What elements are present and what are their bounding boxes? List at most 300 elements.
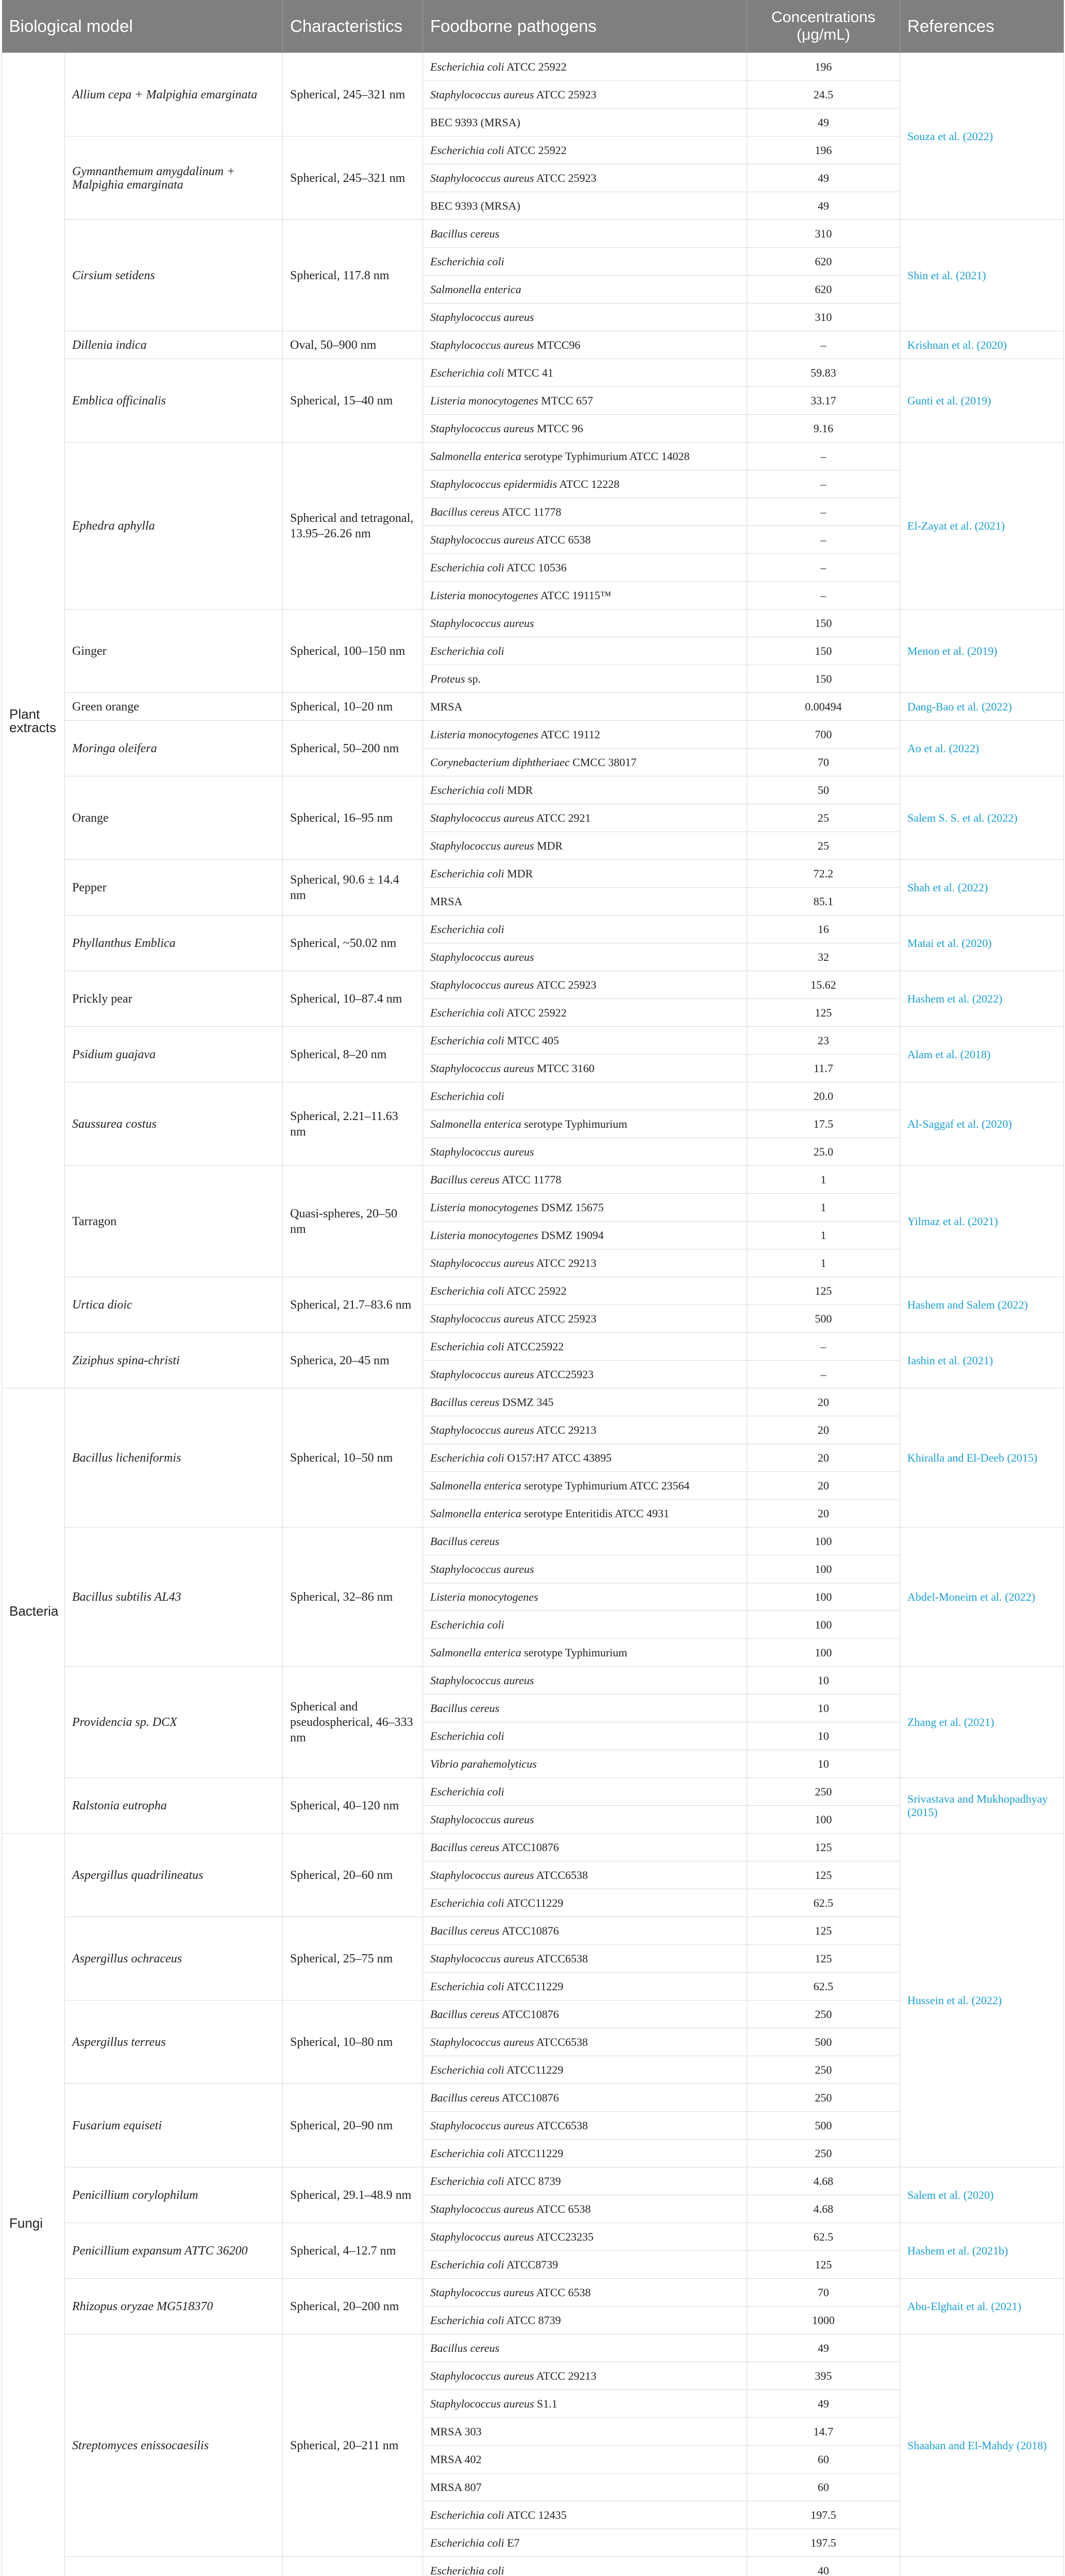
concentration-cell: 620 <box>747 276 900 303</box>
concentration-cell: 59.83 <box>747 359 900 387</box>
pathogen-species: Staphylococcus aureus <box>430 88 534 101</box>
pathogen-cell: Staphylococcus aureus MTCC96 <box>423 331 747 359</box>
concentration-cell: 25 <box>747 804 900 832</box>
characteristics-cell: Spherical, 29.1–48.9 nm <box>283 2167 423 2223</box>
pathogen-species: Escherichia coli <box>430 1451 504 1464</box>
table-row <box>2 1388 1064 1416</box>
table-row <box>2 2334 1064 2362</box>
concentration-cell: 395 <box>747 2362 900 2390</box>
concentration-cell: 16 <box>747 916 900 943</box>
reference-link[interactable]: Salem et al. (2020) <box>900 2167 1064 2223</box>
pathogen-cell: Escherichia coli MTCC 41 <box>423 359 747 387</box>
pathogen-species: Staphylococcus aureus <box>430 2285 534 2299</box>
pathogen-species: Staphylococcus aureus <box>430 1812 534 1826</box>
concentration-cell: 23 <box>747 1027 900 1055</box>
pathogen-species: Staphylococcus aureus <box>430 2230 534 2243</box>
pathogen-species: Staphylococcus aureus <box>430 839 534 852</box>
concentration-cell: 11.7 <box>747 1055 900 1082</box>
reference-link[interactable]: Khiralla and El-Deeb (2015) <box>900 1388 1064 1528</box>
characteristics-cell: Spherical, 50–200 nm <box>283 721 423 776</box>
reference-link[interactable]: Ao et al. (2022) <box>900 721 1064 776</box>
pathogen-cell: Escherichia coli O157:H7 ATCC 43895 <box>423 1444 747 1472</box>
pathogen-species: Salmonella enterica <box>430 1646 521 1659</box>
concentration-cell: 250 <box>747 1778 900 1806</box>
concentration-cell: 100 <box>747 1528 900 1555</box>
pathogen-species: Bacillus cereus <box>430 2007 500 2021</box>
pathogen-cell: Escherichia coli ATCC11229 <box>423 1973 747 2001</box>
table-row <box>2 443 1064 470</box>
pathogen-cell: Escherichia coli ATCC 8739 <box>423 2307 747 2334</box>
pathogen-cell <box>423 1583 747 1611</box>
concentration-cell: 20 <box>747 1388 900 1416</box>
concentration-cell: 100 <box>747 1611 900 1639</box>
pathogen-species: Escherichia coli <box>430 561 504 574</box>
characteristics-cell: Spherical, 10–87.4 nm <box>283 971 423 1027</box>
pathogen-species: Salmonella enterica <box>430 1117 521 1130</box>
reference-link[interactable]: Shaaban and El-Mahdy (2018) <box>900 2334 1064 2557</box>
pathogen-cell <box>423 2557 747 2576</box>
pathogen-cell: Staphylococcus epidermidis ATCC 12228 <box>423 470 747 498</box>
concentration-cell: 196 <box>747 53 900 81</box>
concentration-cell: 72.2 <box>747 860 900 888</box>
concentration-cell: 500 <box>747 1305 900 1333</box>
concentration-cell: 310 <box>747 303 900 331</box>
concentration-cell: 85.1 <box>747 888 900 916</box>
reference-link[interactable]: Krishnan et al. (2020) <box>900 331 1064 359</box>
pathogen-species: Staphylococcus aureus <box>430 811 534 824</box>
pathogen-species: Bacillus cereus <box>430 1924 500 1937</box>
characteristics-cell: Spherical, 20–90 nm <box>283 2084 423 2167</box>
pathogen-species: Staphylococcus aureus <box>430 1145 534 1158</box>
biological-model-cell: Urtica dioic <box>65 1277 283 1333</box>
concentration-cell: 0.00494 <box>747 693 900 721</box>
pathogen-species: Escherichia coli <box>430 1033 504 1047</box>
reference-link[interactable]: Gunti et al. (2019) <box>900 359 1064 443</box>
pathogen-cell: Staphylococcus aureus ATCC 29213 <box>423 2362 747 2390</box>
pathogen-species: Staphylococcus aureus <box>430 1673 534 1687</box>
concentration-cell: 32 <box>747 943 900 971</box>
concentration-cell: 49 <box>747 2390 900 2418</box>
header-foodborne-pathogens: Foodborne pathogens <box>423 0 747 53</box>
pathogen-species: Staphylococcus aureus <box>430 1868 534 1882</box>
pathogen-species: Escherichia coli <box>430 1284 504 1297</box>
pathogen-species: Escherichia coli <box>430 1729 504 1742</box>
biological-model-cell: Ephedra aphylla <box>65 443 283 609</box>
concentration-cell: 250 <box>747 2140 900 2167</box>
concentration-cell: 250 <box>747 2001 900 2028</box>
concentration-cell: 20 <box>747 1444 900 1472</box>
pathogen-cell: Escherichia coli ATCC11229 <box>423 2056 747 2084</box>
biological-model-cell: Streptomyces enissocaesilis <box>65 2334 283 2557</box>
concentration-cell: – <box>747 331 900 359</box>
pathogen-species: Bacillus cereus <box>430 1534 500 1548</box>
concentration-cell: 150 <box>747 637 900 665</box>
reference-link[interactable]: Souza et al. (2022) <box>900 53 1064 220</box>
pathogen-species: Staphylococcus aureus <box>430 2202 534 2215</box>
concentration-cell: 49 <box>747 192 900 220</box>
biological-model-cell: Pepper <box>65 860 283 916</box>
pathogen-cell <box>423 609 747 637</box>
concentration-cell: 62.5 <box>747 1889 900 1917</box>
characteristics-cell: Spherical, 16–95 nm <box>283 776 423 860</box>
pathogen-cell: Escherichia coli ATCC 25922 <box>423 999 747 1027</box>
characteristics-cell: Spherical, 21.7–83.6 nm <box>283 1277 423 1333</box>
pathogen-species: Bacillus cereus <box>430 1173 500 1186</box>
concentration-cell: 1 <box>747 1166 900 1194</box>
pathogen-cell: Escherichia coli ATCC 10536 <box>423 554 747 582</box>
biological-model-cell: Fusarium equiseti <box>65 2084 283 2167</box>
pathogen-cell: BEC 9393 (MRSA) <box>423 192 747 220</box>
pathogen-cell: Bacillus cereus ATCC10876 <box>423 2084 747 2112</box>
pathogen-cell: Escherichia coli ATCC8739 <box>423 2251 747 2279</box>
reference-link[interactable]: Salem S. S. et al. (2022) <box>900 776 1064 860</box>
pathogen-species: Staphylococcus aureus <box>430 1256 534 1269</box>
concentration-cell: 197.5 <box>747 2529 900 2557</box>
pathogen-cell <box>423 1082 747 1110</box>
concentration-cell: 4.68 <box>747 2195 900 2223</box>
pathogen-species: Staphylococcus aureus <box>430 2035 534 2048</box>
concentration-cell: 20 <box>747 1416 900 1444</box>
characteristics-cell: Spherical, 117.8 nm <box>283 220 423 331</box>
pathogen-species: Escherichia coli <box>430 2146 504 2160</box>
table-row <box>2 359 1064 387</box>
pathogen-cell: Escherichia coli ATCC 25922 <box>423 137 747 164</box>
biological-model-cell: Tarragon <box>65 1166 283 1277</box>
reference-link[interactable] <box>900 2557 1064 2576</box>
pathogen-cell: Staphylococcus aureus ATCC6538 <box>423 1861 747 1889</box>
table-row <box>2 1778 1064 1806</box>
pathogen-species: Bacillus cereus <box>430 2341 500 2354</box>
concentration-cell: 60 <box>747 2473 900 2501</box>
concentration-cell: 100 <box>747 1555 900 1583</box>
pathogen-cell <box>423 637 747 665</box>
biological-model-cell: Ziziphus spina-christi <box>65 1333 283 1388</box>
reference-link[interactable]: Srivastava and Mukhopadhyay (2015) <box>900 1778 1064 1834</box>
pathogen-species: Bacillus cereus <box>430 2091 500 2104</box>
table-row <box>2 1333 1064 1361</box>
pathogen-cell: Staphylococcus aureus MTCC 96 <box>423 415 747 443</box>
pathogen-cell <box>423 1806 747 1834</box>
concentration-cell: 1 <box>747 1222 900 1249</box>
pathogen-species: Staphylococcus aureus <box>430 533 534 546</box>
pathogen-cell: Salmonella enterica serotype Typhimurium ATCC 23564 <box>423 1472 747 1500</box>
characteristics-cell: Spherical, 15–40 nm <box>283 359 423 443</box>
concentration-cell: 14.7 <box>747 2418 900 2446</box>
reference-link[interactable]: Hashem and Salem (2022) <box>900 1277 1064 1333</box>
pathogen-cell: Staphylococcus aureus MDR <box>423 832 747 860</box>
concentration-cell: 620 <box>747 248 900 276</box>
pathogen-cell <box>423 1528 747 1555</box>
concentration-cell: 100 <box>747 1806 900 1834</box>
concentration-cell: – <box>747 554 900 582</box>
concentration-cell: 70 <box>747 749 900 776</box>
pathogen-cell: Bacillus cereus ATCC10876 <box>423 1917 747 1945</box>
pathogen-cell <box>423 248 747 276</box>
pathogen-species: Staphylococcus aureus <box>430 950 534 963</box>
pathogen-species: Escherichia coli <box>430 2313 504 2327</box>
pathogen-cell: MRSA <box>423 888 747 916</box>
concentration-cell: 100 <box>747 1583 900 1611</box>
pathogen-species: Escherichia coli <box>430 1785 504 1798</box>
concentration-cell: 62.5 <box>747 2223 900 2251</box>
pathogen-cell: Staphylococcus aureus ATCC 6538 <box>423 526 747 554</box>
table-row <box>2 1082 1064 1110</box>
pathogen-cell: Listeria monocytogenes ATCC 19112 <box>423 721 747 749</box>
pathogen-cell: Escherichia coli MDR <box>423 776 747 804</box>
pathogen-species: Staphylococcus aureus <box>430 1562 534 1575</box>
concentration-cell: 1 <box>747 1249 900 1277</box>
pathogen-species: Escherichia coli <box>430 922 504 936</box>
characteristics-cell: Spherical, 10–80 nm <box>283 2001 423 2084</box>
pathogen-species: Staphylococcus epidermidis <box>430 477 557 490</box>
concentration-cell: 10 <box>747 1694 900 1722</box>
concentration-cell: 49 <box>747 164 900 192</box>
group-label: Fungi <box>2 1834 65 2576</box>
header-characteristics: Characteristics <box>283 0 423 53</box>
pathogen-species: Escherichia coli <box>430 1089 504 1103</box>
reference-link[interactable]: Dang-Bao et al. (2022) <box>900 693 1064 721</box>
characteristics-cell: Spherical, 20–211 nm <box>283 2334 423 2557</box>
pathogen-cell: Listeria monocytogenes DSMZ 15675 <box>423 1194 747 1222</box>
pathogen-cell: Staphylococcus aureus ATCC 25923 <box>423 164 747 192</box>
biological-model-cell: Orange <box>65 776 283 860</box>
biological-model-cell: Cirsium setidens <box>65 220 283 331</box>
pathogen-cell: Escherichia coli MTCC 405 <box>423 1027 747 1055</box>
biological-model-cell: Aspergillus quadrilineatus <box>65 1834 283 1917</box>
reference-link[interactable]: Hashem et al. (2021b) <box>900 2223 1064 2279</box>
concentration-cell: 250 <box>747 2084 900 2112</box>
pathogen-cell: MRSA <box>423 693 747 721</box>
pathogen-species: Listeria monocytogenes <box>430 727 538 741</box>
pathogen-species: Escherichia coli <box>430 1618 504 1631</box>
biological-model-cell: Psidium guajava <box>65 1027 283 1082</box>
pathogen-cell <box>423 276 747 303</box>
pathogen-species: Bacillus cereus <box>430 1701 500 1715</box>
biological-model-cell: Prickly pear <box>65 971 283 1027</box>
reference-link[interactable]: Abdel-Moneim et al. (2022) <box>900 1528 1064 1667</box>
pathogen-species: Listeria monocytogenes <box>430 394 538 407</box>
pathogen-cell <box>423 220 747 248</box>
reference-link[interactable]: Shin et al. (2021) <box>900 220 1064 331</box>
biological-model-cell: Saussurea costus <box>65 1082 283 1166</box>
pathogen-cell: Staphylococcus aureus ATCC6538 <box>423 2028 747 2056</box>
concentration-cell: – <box>747 470 900 498</box>
pathogen-cell: Bacillus cereus ATCC 11778 <box>423 498 747 526</box>
pathogen-cell <box>423 2334 747 2362</box>
pathogen-cell <box>423 1722 747 1750</box>
characteristics-cell: Spherical, 25–75 nm <box>283 1917 423 2001</box>
characteristics-cell: Quasi-spheres, 20–50 nm <box>283 1166 423 1277</box>
pathogen-cell <box>423 303 747 331</box>
reference-link[interactable]: Alam et al. (2018) <box>900 1027 1064 1082</box>
concentration-cell: – <box>747 443 900 470</box>
pathogen-cell: Staphylococcus aureus ATCC 25923 <box>423 1305 747 1333</box>
characteristics-cell: Spherical, 10–50 nm <box>283 1388 423 1528</box>
pathogen-species: Escherichia coli <box>430 644 504 657</box>
concentration-cell: 125 <box>747 1277 900 1305</box>
pathogen-species: Staphylococcus aureus <box>430 2369 534 2382</box>
concentration-cell: 125 <box>747 1945 900 1973</box>
pathogen-species: Escherichia coli <box>430 1896 504 1909</box>
concentration-cell: 20.0 <box>747 1082 900 1110</box>
pathogen-species: Escherichia coli <box>430 1979 504 1993</box>
pathogen-species: Staphylococcus aureus <box>430 2119 534 2132</box>
concentration-cell: 20 <box>747 1500 900 1528</box>
biological-model-cell: Dillenia indica <box>65 331 283 359</box>
pathogen-cell: Staphylococcus aureus ATCC 29213 <box>423 1416 747 1444</box>
pathogen-cell <box>423 1138 747 1166</box>
pathogen-cell: Staphylococcus aureus ATCC 6538 <box>423 2195 747 2223</box>
group-label: Bacteria <box>2 1388 65 1834</box>
pathogen-cell: Staphylococcus aureus ATCC23235 <box>423 2223 747 2251</box>
pathogen-species: Listeria monocytogenes <box>430 588 538 602</box>
concentration-cell: 125 <box>747 999 900 1027</box>
pathogen-cell <box>423 1750 747 1778</box>
pathogen-cell: Escherichia coli ATCC25922 <box>423 1333 747 1361</box>
pathogen-species: Escherichia coli <box>430 1006 504 1019</box>
concentration-cell: 4.68 <box>747 2167 900 2195</box>
pathogen-species: Escherichia coli <box>430 867 504 880</box>
concentration-cell: – <box>747 498 900 526</box>
concentration-cell: 49 <box>747 109 900 137</box>
biological-model-cell: Aspergillus ochraceus <box>65 1917 283 2001</box>
pathogen-species: Escherichia coli <box>430 255 504 268</box>
biological-model-cell: Rhizopus oryzae MG518370 <box>65 2279 283 2334</box>
table-row <box>2 331 1064 359</box>
concentration-cell: 500 <box>747 2028 900 2056</box>
pathogen-species: Staphylococcus aureus <box>430 1312 534 1325</box>
pathogen-species: Salmonella enterica <box>430 1506 521 1520</box>
concentration-cell: – <box>747 1333 900 1361</box>
pathogen-cell: Salmonella enterica serotype Typhimurium <box>423 1639 747 1667</box>
pathogen-species: Escherichia coli <box>430 2564 504 2576</box>
table-row <box>2 2279 1064 2307</box>
concentration-cell: 125 <box>747 2251 900 2279</box>
pathogen-species: Escherichia coli <box>430 143 504 157</box>
characteristics-cell: Spherical, 100–150 nm <box>283 609 423 693</box>
reference-link[interactable]: Iashin et al. (2021) <box>900 1333 1064 1388</box>
characteristics-cell: Spherical, 8–20 nm <box>283 1027 423 1082</box>
concentration-cell: 25.0 <box>747 1138 900 1166</box>
pathogen-species: Staphylococcus aureus <box>430 2397 534 2410</box>
reference-link[interactable]: Shah et al. (2022) <box>900 860 1064 916</box>
pathogen-species: Staphylococcus aureus <box>430 1061 534 1075</box>
characteristics-cell: Spherical, 245–321 nm <box>283 137 423 220</box>
concentration-cell: 50 <box>747 776 900 804</box>
pathogen-species: Staphylococcus aureus <box>430 1423 534 1436</box>
biological-model-cell: Ralstonia eutropha <box>65 1778 283 1834</box>
table-row <box>2 1528 1064 1555</box>
reference-link[interactable]: Abu-Elghait et al. (2021) <box>900 2279 1064 2334</box>
pathogen-cell: Staphylococcus aureus S1.1 <box>423 2390 747 2418</box>
concentration-cell: 17.5 <box>747 1110 900 1138</box>
concentration-cell: 10 <box>747 1722 900 1750</box>
pathogen-species: Escherichia coli <box>430 2174 504 2188</box>
reference-link[interactable]: Hashem et al. (2022) <box>900 971 1064 1027</box>
characteristics-cell: Spherical and pseudospherical, 46–333 nm <box>283 1667 423 1778</box>
table-row <box>2 1027 1064 1055</box>
characteristics-cell: Spherical, 40–120 nm <box>283 1778 423 1834</box>
table-header <box>2 0 1064 53</box>
reference-link[interactable]: Menon et al. (2019) <box>900 609 1064 693</box>
concentration-cell: 125 <box>747 1834 900 1861</box>
concentration-cell: 33.17 <box>747 387 900 415</box>
pathogen-species: Staphylococcus aureus <box>430 421 534 435</box>
pathogen-species: Bacillus cereus <box>430 1840 500 1854</box>
biological-model-cell: Phyllanthus Emblica <box>65 916 283 971</box>
pathogen-cell: Staphylococcus aureus ATCC 25923 <box>423 81 747 109</box>
biological-model-cell: Emblica officinalis <box>65 359 283 443</box>
pathogen-cell: Staphylococcus aureus ATCC6538 <box>423 2112 747 2140</box>
characteristics-cell: Spherical, 4–12.7 nm <box>283 2223 423 2279</box>
reference-link[interactable]: Al-Saggaf et al. (2020) <box>900 1082 1064 1166</box>
biological-model-cell: Aspergillus terreus <box>65 2001 283 2084</box>
pathogen-species: Listeria monocytogenes <box>430 1590 538 1603</box>
pathogen-cell: Bacillus cereus ATCC 11778 <box>423 1166 747 1194</box>
reference-link[interactable]: Yilmaz et al. (2021) <box>900 1166 1064 1277</box>
table-row <box>2 721 1064 749</box>
pathogen-cell: Escherichia coli ATCC 8739 <box>423 2167 747 2195</box>
concentration-cell: 1 <box>747 1194 900 1222</box>
table-row <box>2 2557 1064 2576</box>
pathogen-cell: MRSA 402 <box>423 2446 747 2473</box>
pathogen-cell: Escherichia coli E7 <box>423 2529 747 2557</box>
pathogen-cell: MRSA 807 <box>423 2473 747 2501</box>
table-container <box>2 0 1063 2576</box>
concentration-cell: 62.5 <box>747 1973 900 2001</box>
concentration-cell: 310 <box>747 220 900 248</box>
concentration-cell: – <box>747 526 900 554</box>
reference-link[interactable]: Zhang et al. (2021) <box>900 1667 1064 1778</box>
pathogen-cell: Bacillus cereus ATCC10876 <box>423 2001 747 2028</box>
header-references: References <box>900 0 1064 53</box>
pathogen-species: Proteus <box>430 672 465 685</box>
pathogen-cell: Staphylococcus aureus ATCC25923 <box>423 1361 747 1388</box>
pathogen-cell <box>423 916 747 943</box>
pathogen-species: Escherichia coli <box>430 1340 504 1353</box>
table-row <box>2 2167 1064 2195</box>
pathogen-cell: Escherichia coli ATCC11229 <box>423 1889 747 1917</box>
pathogen-cell: Escherichia coli ATCC 25922 <box>423 53 747 81</box>
characteristics-cell: Spherical, 245–321 nm <box>283 53 423 137</box>
group-label: Plant extracts <box>2 53 65 1388</box>
biological-model-cell: Bacillus licheniformis <box>65 1388 283 1528</box>
biological-model-cell: Ginger <box>65 609 283 693</box>
pathogen-species: Escherichia coli <box>430 2536 504 2549</box>
reference-link[interactable]: Hussein et al. (2022) <box>900 1834 1064 2167</box>
pathogen-species: Escherichia coli <box>430 2508 504 2521</box>
pathogen-cell: Bacillus cereus ATCC10876 <box>423 1834 747 1861</box>
pathogen-cell <box>423 1778 747 1806</box>
pathogen-cell <box>423 1555 747 1583</box>
characteristics-cell: Spherical, 90.6 ± 14.4 nm <box>283 860 423 916</box>
pathogen-cell: MRSA 303 <box>423 2418 747 2446</box>
concentration-cell: 197.5 <box>747 2501 900 2529</box>
reference-link[interactable]: El-Zayat et al. (2021) <box>900 443 1064 609</box>
pathogen-species: Staphylococcus aureus <box>430 616 534 630</box>
pathogen-species: Staphylococcus aureus <box>430 1952 534 1965</box>
pathogen-cell: Corynebacterium diphtheriaec CMCC 38017 <box>423 749 747 776</box>
pathogen-species: Listeria monocytogenes <box>430 1200 538 1214</box>
reference-link[interactable]: Matai et al. (2020) <box>900 916 1064 971</box>
pathogen-cell: Listeria monocytogenes ATCC 19115™ <box>423 582 747 609</box>
concentration-cell: 150 <box>747 609 900 637</box>
characteristics-cell: Spherical, 10–20 nm <box>283 693 423 721</box>
biological-model-cell: Providencia sp. DCX <box>65 1667 283 1778</box>
concentration-cell: 125 <box>747 1917 900 1945</box>
biological-model-cell <box>65 2557 283 2576</box>
pathogen-cell: Salmonella enterica serotype Typhimurium <box>423 1110 747 1138</box>
